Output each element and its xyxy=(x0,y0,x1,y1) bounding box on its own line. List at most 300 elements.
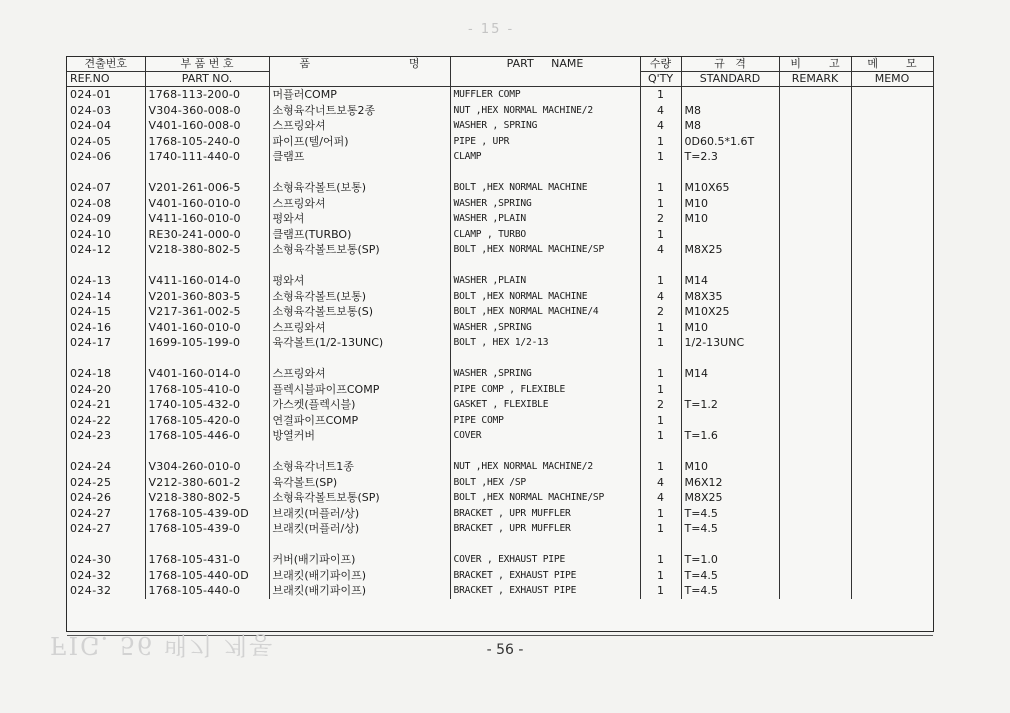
header-row-english xyxy=(67,72,933,87)
standard-cell: T=4.5 xyxy=(681,506,779,522)
header-name-eng: PART NAME xyxy=(450,57,640,72)
standard-cell: M8 xyxy=(681,103,779,119)
korean-name-cell: 소형육각볼트보통(SP) xyxy=(269,490,450,506)
standard-cell: T=1.6 xyxy=(681,428,779,444)
table-row xyxy=(67,552,933,568)
part-no-cell xyxy=(145,351,269,367)
english-name-cell: BOLT , HEX 1/2-13 xyxy=(450,335,640,351)
part-no-cell: V217-361-002-5 xyxy=(145,304,269,320)
table-row xyxy=(67,506,933,522)
header-memo-eng: MEMO xyxy=(851,72,933,87)
table-row xyxy=(67,304,933,320)
table-row xyxy=(67,289,933,305)
remark-cell xyxy=(779,583,851,599)
part-no-cell xyxy=(145,258,269,274)
english-name-cell: CLAMP , TURBO xyxy=(450,227,640,243)
memo-cell xyxy=(851,521,933,537)
qty-cell: 1 xyxy=(640,196,681,212)
standard-cell: 1/2-13UNC xyxy=(681,335,779,351)
page-header-mark: - 15 - xyxy=(468,22,515,37)
remark-cell xyxy=(779,180,851,196)
english-name-cell: BOLT ,HEX /SP xyxy=(450,475,640,491)
standard-cell: M10 xyxy=(681,211,779,227)
korean-name-cell: 방열커버 xyxy=(269,428,450,444)
header-name-kor-left: 품 xyxy=(299,57,311,71)
spacer-row xyxy=(67,537,933,553)
standard-cell: M10 xyxy=(681,320,779,336)
memo-cell xyxy=(851,335,933,351)
qty-cell: 4 xyxy=(640,475,681,491)
ref-cell: 024-27 xyxy=(67,506,145,522)
korean-name-cell: 소형육각너트보통2종 xyxy=(269,103,450,119)
remark-cell xyxy=(779,87,851,103)
korean-name-cell: 소형육각볼트(보통) xyxy=(269,180,450,196)
memo-cell xyxy=(851,165,933,181)
remark-cell xyxy=(779,165,851,181)
ref-cell: 024-07 xyxy=(67,180,145,196)
part-no-cell: V411-160-010-0 xyxy=(145,211,269,227)
korean-name-cell: 파이프(텔/어퍼) xyxy=(269,134,450,150)
part-no-cell: V304-360-008-0 xyxy=(145,103,269,119)
standard-cell: T=4.5 xyxy=(681,521,779,537)
qty-cell: 4 xyxy=(640,118,681,134)
qty-cell: 1 xyxy=(640,320,681,336)
remark-cell xyxy=(779,103,851,119)
memo-cell xyxy=(851,211,933,227)
part-no-cell: 1768-105-439-0D xyxy=(145,506,269,522)
qty-cell: 1 xyxy=(640,583,681,599)
remark-cell xyxy=(779,242,851,258)
standard-cell: 0D60.5*1.6T xyxy=(681,134,779,150)
memo-cell xyxy=(851,180,933,196)
memo-cell xyxy=(851,382,933,398)
bleed-through-text: FIG. 56 배기 계통 xyxy=(50,631,275,659)
standard-cell: M8 xyxy=(681,118,779,134)
korean-name-cell: 머플러COMP xyxy=(269,87,450,103)
korean-name-cell xyxy=(269,165,450,181)
qty-cell: 2 xyxy=(640,211,681,227)
header-part-eng: PART NO. xyxy=(145,72,269,87)
english-name-cell: WASHER ,SPRING xyxy=(450,196,640,212)
memo-cell xyxy=(851,444,933,460)
ref-cell: 024-18 xyxy=(67,366,145,382)
english-name-cell: BOLT ,HEX NORMAL MACHINE/4 xyxy=(450,304,640,320)
qty-cell: 1 xyxy=(640,506,681,522)
qty-cell xyxy=(640,165,681,181)
english-name-cell: BRACKET , UPR MUFFLER xyxy=(450,506,640,522)
qty-cell xyxy=(640,258,681,274)
memo-cell xyxy=(851,366,933,382)
header-row-korean xyxy=(67,57,933,72)
parts-table-container xyxy=(66,56,934,632)
memo-cell xyxy=(851,320,933,336)
ref-cell: 024-26 xyxy=(67,490,145,506)
korean-name-cell: 연결파이프COMP xyxy=(269,413,450,429)
header-qty-kor: 수량 xyxy=(640,57,681,72)
page-number: - 56 - xyxy=(486,642,524,658)
qty-cell: 1 xyxy=(640,568,681,584)
ref-cell: 024-04 xyxy=(67,118,145,134)
part-no-cell: 1768-105-439-0 xyxy=(145,521,269,537)
korean-name-cell: 육각볼트(SP) xyxy=(269,475,450,491)
english-name-cell: WASHER ,SPRING xyxy=(450,320,640,336)
standard-cell: M10 xyxy=(681,459,779,475)
table-row xyxy=(67,118,933,134)
ref-cell: 024-23 xyxy=(67,428,145,444)
standard-cell xyxy=(681,537,779,553)
standard-cell: M6X12 xyxy=(681,475,779,491)
table-row xyxy=(67,366,933,382)
english-name-cell: BRACKET , EXHAUST PIPE xyxy=(450,568,640,584)
remark-cell xyxy=(779,506,851,522)
remark-cell xyxy=(779,366,851,382)
standard-cell: T=4.5 xyxy=(681,568,779,584)
korean-name-cell: 육각볼트(1/2-13UNC) xyxy=(269,335,450,351)
standard-cell xyxy=(681,444,779,460)
korean-name-cell: 소형육각볼트(보통) xyxy=(269,289,450,305)
ref-cell: 024-01 xyxy=(67,87,145,103)
table-row xyxy=(67,459,933,475)
remark-cell xyxy=(779,475,851,491)
english-name-cell xyxy=(450,351,640,367)
memo-cell xyxy=(851,459,933,475)
remark-cell xyxy=(779,118,851,134)
part-no-cell: 1768-105-420-0 xyxy=(145,413,269,429)
english-name-cell: PIPE , UPR xyxy=(450,134,640,150)
standard-cell: M10X25 xyxy=(681,304,779,320)
part-no-cell xyxy=(145,537,269,553)
standard-cell xyxy=(681,351,779,367)
english-name-cell: NUT ,HEX NORMAL MACHINE/2 xyxy=(450,103,640,119)
qty-cell xyxy=(640,537,681,553)
remark-cell xyxy=(779,428,851,444)
remark-cell xyxy=(779,196,851,212)
parts-list-table xyxy=(67,57,934,599)
standard-cell: M8X25 xyxy=(681,490,779,506)
part-no-cell: V201-261-006-5 xyxy=(145,180,269,196)
remark-cell xyxy=(779,413,851,429)
part-no-cell: 1768-105-440-0 xyxy=(145,583,269,599)
spacer-row xyxy=(67,444,933,460)
memo-cell xyxy=(851,413,933,429)
memo-cell xyxy=(851,506,933,522)
ref-cell: 024-10 xyxy=(67,227,145,243)
spacer-row xyxy=(67,351,933,367)
part-no-cell: 1768-113-200-0 xyxy=(145,87,269,103)
ref-cell: 024-32 xyxy=(67,568,145,584)
table-row xyxy=(67,475,933,491)
part-no-cell: V212-380-601-2 xyxy=(145,475,269,491)
table-row xyxy=(67,521,933,537)
table-row xyxy=(67,320,933,336)
memo-cell xyxy=(851,103,933,119)
part-no-cell: 1740-111-440-0 xyxy=(145,149,269,165)
table-row xyxy=(67,583,933,599)
qty-cell: 1 xyxy=(640,273,681,289)
header-part-kor: 부 품 번 호 xyxy=(145,57,269,72)
qty-cell: 2 xyxy=(640,397,681,413)
remark-cell xyxy=(779,211,851,227)
memo-cell xyxy=(851,118,933,134)
remark-cell xyxy=(779,351,851,367)
standard-cell: T=4.5 xyxy=(681,583,779,599)
part-no-cell: 1740-105-432-0 xyxy=(145,397,269,413)
remark-cell xyxy=(779,537,851,553)
remark-cell xyxy=(779,444,851,460)
ref-cell xyxy=(67,444,145,460)
qty-cell: 1 xyxy=(640,134,681,150)
remark-cell xyxy=(779,227,851,243)
standard-cell: T=2.3 xyxy=(681,149,779,165)
table-row xyxy=(67,490,933,506)
ref-cell: 024-17 xyxy=(67,335,145,351)
part-no-cell: V401-160-010-0 xyxy=(145,196,269,212)
english-name-cell: WASHER ,SPRING xyxy=(450,366,640,382)
part-no-cell: V304-260-010-0 xyxy=(145,459,269,475)
memo-cell xyxy=(851,304,933,320)
english-name-cell xyxy=(450,537,640,553)
memo-cell xyxy=(851,273,933,289)
table-row xyxy=(67,382,933,398)
english-name-cell: MUFFLER COMP xyxy=(450,87,640,103)
part-no-cell: V401-160-008-0 xyxy=(145,118,269,134)
table-row xyxy=(67,87,933,103)
spacer-row xyxy=(67,258,933,274)
english-name-cell: GASKET , FLEXIBLE xyxy=(450,397,640,413)
english-name-cell: WASHER ,PLAIN xyxy=(450,273,640,289)
korean-name-cell: 브래킷(머플러/상) xyxy=(269,506,450,522)
english-name-cell: BRACKET , EXHAUST PIPE xyxy=(450,583,640,599)
qty-cell: 1 xyxy=(640,180,681,196)
standard-cell: M10 xyxy=(681,196,779,212)
qty-cell: 1 xyxy=(640,227,681,243)
qty-cell xyxy=(640,351,681,367)
ref-cell: 024-32 xyxy=(67,583,145,599)
part-no-cell: 1768-105-431-0 xyxy=(145,552,269,568)
memo-cell xyxy=(851,87,933,103)
part-no-cell: V401-160-010-0 xyxy=(145,320,269,336)
header-name-kor-blank xyxy=(269,72,450,87)
memo-cell xyxy=(851,537,933,553)
qty-cell: 4 xyxy=(640,103,681,119)
memo-cell xyxy=(851,289,933,305)
table-row xyxy=(67,273,933,289)
remark-cell xyxy=(779,273,851,289)
standard-cell xyxy=(681,382,779,398)
remark-cell xyxy=(779,304,851,320)
header-name-kor xyxy=(269,57,450,72)
ref-cell: 024-21 xyxy=(67,397,145,413)
english-name-cell xyxy=(450,258,640,274)
korean-name-cell xyxy=(269,351,450,367)
part-no-cell: 1768-105-440-0D xyxy=(145,568,269,584)
english-name-cell: COVER , EXHAUST PIPE xyxy=(450,552,640,568)
korean-name-cell xyxy=(269,258,450,274)
standard-cell: M14 xyxy=(681,366,779,382)
header-ref-eng: REF.NO xyxy=(67,72,145,87)
memo-cell xyxy=(851,258,933,274)
part-no-cell: V201-360-803-5 xyxy=(145,289,269,305)
english-name-cell: WASHER , SPRING xyxy=(450,118,640,134)
korean-name-cell: 평와셔 xyxy=(269,211,450,227)
header-name-kor-right: 명 xyxy=(408,57,420,71)
standard-cell xyxy=(681,165,779,181)
part-no-cell xyxy=(145,165,269,181)
memo-cell xyxy=(851,134,933,150)
remark-cell xyxy=(779,552,851,568)
english-name-cell: PIPE COMP , FLEXIBLE xyxy=(450,382,640,398)
ref-cell xyxy=(67,537,145,553)
table-row xyxy=(67,196,933,212)
table-row xyxy=(67,413,933,429)
header-ref-kor: 견출번호 xyxy=(67,57,145,72)
table-row xyxy=(67,568,933,584)
qty-cell: 4 xyxy=(640,490,681,506)
part-no-cell: V218-380-802-5 xyxy=(145,490,269,506)
memo-cell xyxy=(851,583,933,599)
korean-name-cell: 클램프 xyxy=(269,149,450,165)
remark-cell xyxy=(779,397,851,413)
english-name-cell: COVER xyxy=(450,428,640,444)
standard-cell xyxy=(681,87,779,103)
qty-cell: 1 xyxy=(640,459,681,475)
table-row xyxy=(67,335,933,351)
spacer-row xyxy=(67,165,933,181)
qty-cell: 2 xyxy=(640,304,681,320)
remark-cell xyxy=(779,320,851,336)
korean-name-cell: 커버(배기파이프) xyxy=(269,552,450,568)
standard-cell: M8X35 xyxy=(681,289,779,305)
table-row xyxy=(67,428,933,444)
part-no-cell xyxy=(145,444,269,460)
memo-cell xyxy=(851,149,933,165)
korean-name-cell: 브래킷(머플러/상) xyxy=(269,521,450,537)
ref-cell: 024-06 xyxy=(67,149,145,165)
part-no-cell: 1768-105-240-0 xyxy=(145,134,269,150)
part-no-cell: 1768-105-410-0 xyxy=(145,382,269,398)
table-row xyxy=(67,134,933,150)
korean-name-cell: 클램프(TURBO) xyxy=(269,227,450,243)
part-no-cell: V411-160-014-0 xyxy=(145,273,269,289)
memo-cell xyxy=(851,475,933,491)
english-name-cell: BOLT ,HEX NORMAL MACHINE xyxy=(450,289,640,305)
qty-cell: 1 xyxy=(640,428,681,444)
korean-name-cell: 스프링와셔 xyxy=(269,118,450,134)
standard-cell xyxy=(681,227,779,243)
remark-cell xyxy=(779,258,851,274)
qty-cell: 1 xyxy=(640,366,681,382)
qty-cell: 4 xyxy=(640,242,681,258)
standard-cell: M10X65 xyxy=(681,180,779,196)
korean-name-cell xyxy=(269,444,450,460)
qty-cell: 1 xyxy=(640,413,681,429)
english-name-cell: BOLT ,HEX NORMAL MACHINE/SP xyxy=(450,242,640,258)
memo-cell xyxy=(851,552,933,568)
memo-cell xyxy=(851,227,933,243)
ref-cell: 024-22 xyxy=(67,413,145,429)
remark-cell xyxy=(779,459,851,475)
header-name-eng-blank xyxy=(450,72,640,87)
remark-cell xyxy=(779,490,851,506)
korean-name-cell: 스프링와셔 xyxy=(269,366,450,382)
table-row xyxy=(67,180,933,196)
korean-name-cell: 소형육각너트1종 xyxy=(269,459,450,475)
ref-cell: 024-30 xyxy=(67,552,145,568)
header-memo-kor: 메 모 xyxy=(851,57,933,72)
standard-cell: M8X25 xyxy=(681,242,779,258)
korean-name-cell: 스프링와셔 xyxy=(269,320,450,336)
remark-cell xyxy=(779,568,851,584)
memo-cell xyxy=(851,351,933,367)
part-no-cell: 1768-105-446-0 xyxy=(145,428,269,444)
part-no-cell: V218-380-802-5 xyxy=(145,242,269,258)
ref-cell: 024-20 xyxy=(67,382,145,398)
ref-cell: 024-12 xyxy=(67,242,145,258)
english-name-cell: NUT ,HEX NORMAL MACHINE/2 xyxy=(450,459,640,475)
ref-cell: 024-13 xyxy=(67,273,145,289)
ref-cell: 024-05 xyxy=(67,134,145,150)
header-std-eng: STANDARD xyxy=(681,72,779,87)
qty-cell: 1 xyxy=(640,382,681,398)
standard-cell: T=1.2 xyxy=(681,397,779,413)
english-name-cell: BOLT ,HEX NORMAL MACHINE/SP xyxy=(450,490,640,506)
english-name-cell xyxy=(450,165,640,181)
header-std-kor: 규 격 xyxy=(681,57,779,72)
english-name-cell xyxy=(450,444,640,460)
standard-cell: M14 xyxy=(681,273,779,289)
english-name-cell: BRACKET , UPR MUFFLER xyxy=(450,521,640,537)
ref-cell: 024-08 xyxy=(67,196,145,212)
memo-cell xyxy=(851,568,933,584)
english-name-cell: CLAMP xyxy=(450,149,640,165)
memo-cell xyxy=(851,428,933,444)
qty-cell: 1 xyxy=(640,521,681,537)
ref-cell: 024-24 xyxy=(67,459,145,475)
header-remark-kor: 비 고 xyxy=(779,57,851,72)
korean-name-cell: 스프링와셔 xyxy=(269,196,450,212)
qty-cell: 1 xyxy=(640,149,681,165)
ref-cell: 024-25 xyxy=(67,475,145,491)
qty-cell: 1 xyxy=(640,552,681,568)
memo-cell xyxy=(851,242,933,258)
english-name-cell: PIPE COMP xyxy=(450,413,640,429)
ref-cell: 024-03 xyxy=(67,103,145,119)
korean-name-cell: 브래킷(배기파이프) xyxy=(269,583,450,599)
remark-cell xyxy=(779,289,851,305)
ref-cell xyxy=(67,165,145,181)
memo-cell xyxy=(851,196,933,212)
remark-cell xyxy=(779,335,851,351)
remark-cell xyxy=(779,521,851,537)
remark-cell xyxy=(779,149,851,165)
korean-name-cell: 가스켓(플렉시블) xyxy=(269,397,450,413)
korean-name-cell: 소형육각볼트보통(SP) xyxy=(269,242,450,258)
part-no-cell: 1699-105-199-0 xyxy=(145,335,269,351)
english-name-cell: WASHER ,PLAIN xyxy=(450,211,640,227)
table-row xyxy=(67,103,933,119)
standard-cell xyxy=(681,258,779,274)
ref-cell xyxy=(67,258,145,274)
standard-cell xyxy=(681,413,779,429)
part-no-cell: V401-160-014-0 xyxy=(145,366,269,382)
korean-name-cell xyxy=(269,537,450,553)
table-row xyxy=(67,227,933,243)
korean-name-cell: 플렉시블파이프COMP xyxy=(269,382,450,398)
ref-cell: 024-27 xyxy=(67,521,145,537)
ref-cell: 024-14 xyxy=(67,289,145,305)
standard-cell: T=1.0 xyxy=(681,552,779,568)
qty-cell: 1 xyxy=(640,335,681,351)
